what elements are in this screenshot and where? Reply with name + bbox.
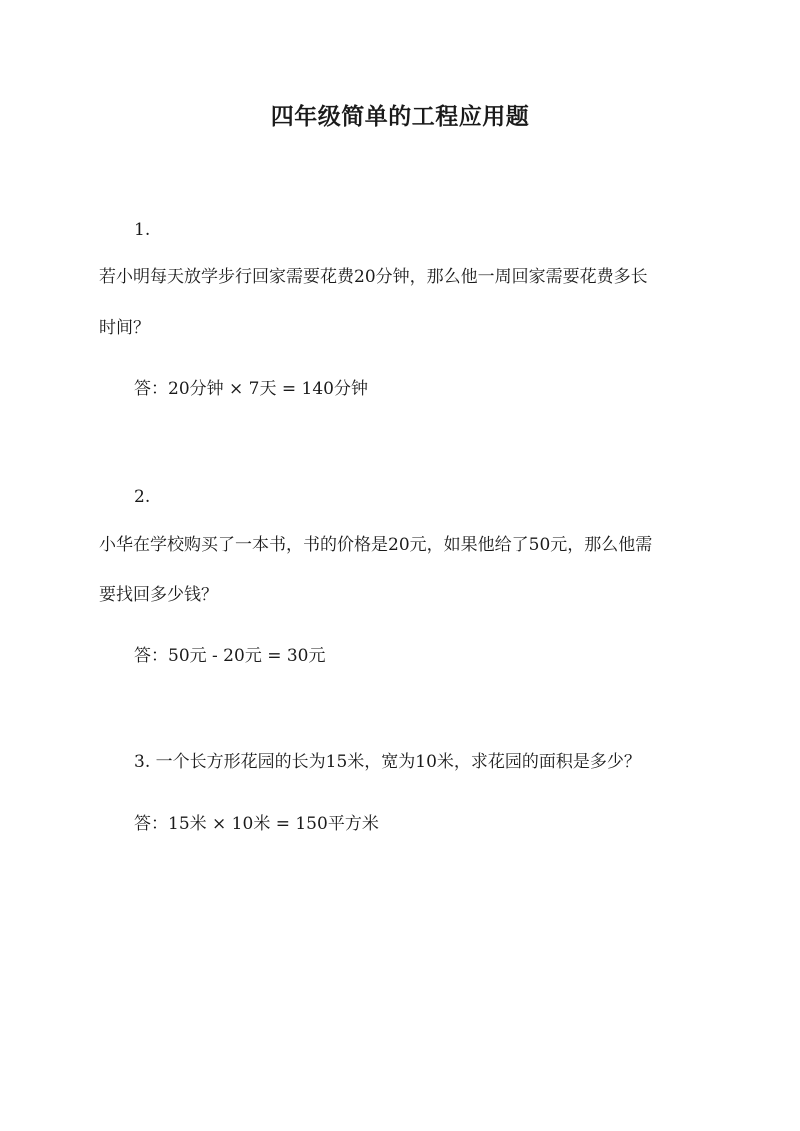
question-1-text-line-2: 时间？ <box>99 318 150 338</box>
question-1-answer: 答：20分钟 × 7天 = 140分钟 <box>134 379 368 399</box>
question-2-text-line-2: 要找回多少钱？ <box>99 585 218 605</box>
question-1-text-line-1: 若小明每天放学步行回家需要花费20分钟，那么他一周回家需要花费多长 <box>99 267 648 287</box>
question-3-text: 3. 一个长方形花园的长为15米，宽为10米，求花园的面积是多少？ <box>134 752 641 772</box>
question-2-text-line-1: 小华在学校购买了一本书，书的价格是20元，如果他给了50元，那么他需 <box>99 535 653 555</box>
question-2-number: 2. <box>134 487 151 507</box>
question-1-number: 1. <box>134 220 151 240</box>
question-2-answer: 答：50元 - 20元 = 30元 <box>134 646 326 666</box>
question-3-answer: 答：15米 × 10米 = 150平方米 <box>134 814 379 834</box>
page-title: 四年级简单的工程应用题 <box>270 103 530 130</box>
